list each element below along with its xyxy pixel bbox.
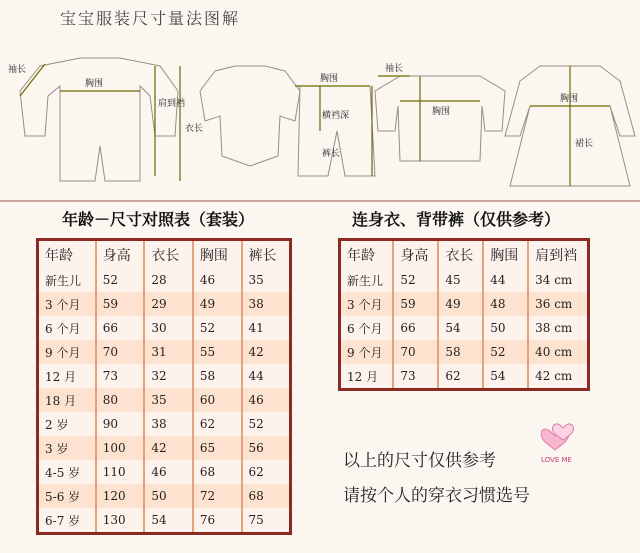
table-cell: 65 [193,436,242,460]
table-cell: 42 [242,340,290,364]
shirt-outline [375,76,505,161]
note-line-2: 请按个人的穿衣习惯选号 [343,486,530,506]
table-cell: 35 [144,388,193,412]
table-row [341,268,587,292]
column-header: 胸围 [193,241,242,268]
table-cell: 9 个月 [341,340,393,364]
table-cell: 120 [96,484,145,508]
table-row [39,484,289,508]
table-cell: 新生儿 [341,268,393,292]
column-header: 年龄 [39,241,96,268]
column-header: 胸围 [483,241,528,268]
size-table-rompers [338,238,590,391]
table-cell: 46 [193,268,242,292]
table-cell: 55 [193,340,242,364]
table-cell: 44 [248,369,264,383]
table-cell: 3 个月 [39,292,96,316]
table-cell: 4-5 岁 [39,460,96,484]
table-cell: 72 [193,484,242,508]
chest-label-3: 胸围 [432,107,451,117]
table-cell: 9 个月 [39,340,96,364]
table-cell: 48 [483,292,528,316]
table-cell: 34 cm [535,273,573,287]
column-header: 身高 [393,241,438,268]
table-cell: 60 [193,388,242,412]
table-cell: 38 [144,412,193,436]
table-cell: 49 [193,292,242,316]
size-table-suits [36,238,292,535]
table-cell: 59 [393,292,438,316]
table-cell: 54 [144,508,193,532]
table-cell: 42 [144,436,193,460]
table-cell: 70 [96,340,145,364]
garment-measurement-diagram [0,36,640,196]
table-cell: 50 [144,484,193,508]
table-row [39,316,289,340]
table-row [341,340,587,364]
love-me-heart-logo [537,412,583,466]
table-cell: 41 [248,321,264,335]
table-cell: 54 [438,316,483,340]
table-cell: 54 [483,364,528,388]
column-header: 衣长 [144,241,193,268]
table-cell: 73 [96,364,145,388]
table-cell: 28 [144,268,193,292]
table-cell: 90 [96,412,145,436]
right-table-caption: 连身衣、背带裤（仅供参考） [352,210,561,229]
table-row [39,412,289,436]
skirt-length-label: 裙长 [575,139,594,149]
table-cell: 56 [242,436,290,460]
table-cell: 68 [242,484,290,508]
table-cell: 49 [438,292,483,316]
table-cell: 52 [248,417,264,431]
column-header: 衣长 [438,241,483,268]
sleeve-label-1: 袖长 [8,65,27,75]
sleeve-label-2: 袖长 [385,64,404,74]
table-cell: 46 [144,460,193,484]
table-row [39,388,289,412]
table-cell: 75 [248,513,264,527]
table-cell: 2 岁 [39,412,96,436]
table-cell: 6 个月 [341,316,393,340]
badge-text: LOVE ME [541,456,572,464]
table-cell: 80 [96,388,145,412]
table-cell: 新生儿 [39,268,96,292]
table-cell: 12 月 [341,364,393,388]
chest-label-1: 胸围 [85,79,104,89]
crotch-label: 横裆深 [322,111,350,121]
table-cell: 45 [438,268,483,292]
table-cell: 70 [393,340,438,364]
table-cell: 52 [483,340,528,364]
table-cell: 130 [96,508,145,532]
table-cell: 110 [96,460,145,484]
table-cell: 62 [438,364,483,388]
table-cell: 31 [144,340,193,364]
table-header-row [341,241,587,268]
pants-outline [298,86,375,176]
table-cell: 52 [193,316,242,340]
table-cell: 3 岁 [39,436,96,460]
table-cell: 50 [483,316,528,340]
table-cell: 68 [193,460,242,484]
column-header: 年龄 [341,241,393,268]
table-cell: 38 [242,292,290,316]
table-cell: 3 个月 [341,292,393,316]
table-cell: 66 [96,316,145,340]
table-cell: 44 [483,268,528,292]
column-header: 肩到裆 [535,247,578,264]
table-cell: 42 cm [535,369,573,383]
table-cell: 36 cm [528,292,587,316]
column-header: 身高 [96,241,145,268]
table-row [39,292,289,316]
divider [0,200,640,202]
table-cell: 52 [393,268,438,292]
table-cell: 6 个月 [39,316,96,340]
pants-length-label: 裤长 [322,149,341,159]
table-cell: 59 [96,292,145,316]
table-cell: 76 [193,508,242,532]
table-cell: 40 cm [528,340,587,364]
table-cell: 46 [242,388,290,412]
table-cell: 35 [248,273,264,287]
table-row [39,436,289,460]
table-cell: 30 [144,316,193,340]
table-row [39,460,289,484]
table-cell: 6-7 岁 [39,508,96,532]
table-cell: 38 cm [535,321,573,335]
table-cell: 18 月 [39,388,96,412]
table-cell: 5-6 岁 [39,484,96,508]
column-header: 裤长 [248,247,277,264]
bodysuit-outline [200,66,300,166]
table-cell: 100 [96,436,145,460]
table-row [341,364,587,388]
chest-label-2: 胸围 [320,74,339,84]
left-table-caption: 年龄－尺寸对照表（套装） [62,210,255,229]
table-cell: 58 [438,340,483,364]
table-cell: 29 [144,292,193,316]
table-row [39,340,289,364]
table-row [341,316,587,340]
table-cell: 73 [393,364,438,388]
note-line-1: 以上的尺寸仅供参考 [343,451,496,471]
table-row [341,292,587,316]
table-cell: 32 [144,364,193,388]
table-header-row [39,241,289,268]
table-cell: 62 [193,412,242,436]
table-row [39,268,289,292]
page-title: 宝宝服装尺寸量法图解 [60,9,241,28]
romper-outline [20,58,178,181]
shoulder-label-1: 肩到裆 [158,99,186,109]
table-row [39,364,289,388]
table-cell: 52 [96,268,145,292]
table-cell: 58 [193,364,242,388]
chest-label-4: 胸围 [560,94,579,104]
table-cell: 62 [248,465,264,479]
table-row [39,508,289,532]
length-label-1: 衣长 [185,124,204,134]
table-cell: 12 月 [39,364,96,388]
table-cell: 66 [393,316,438,340]
